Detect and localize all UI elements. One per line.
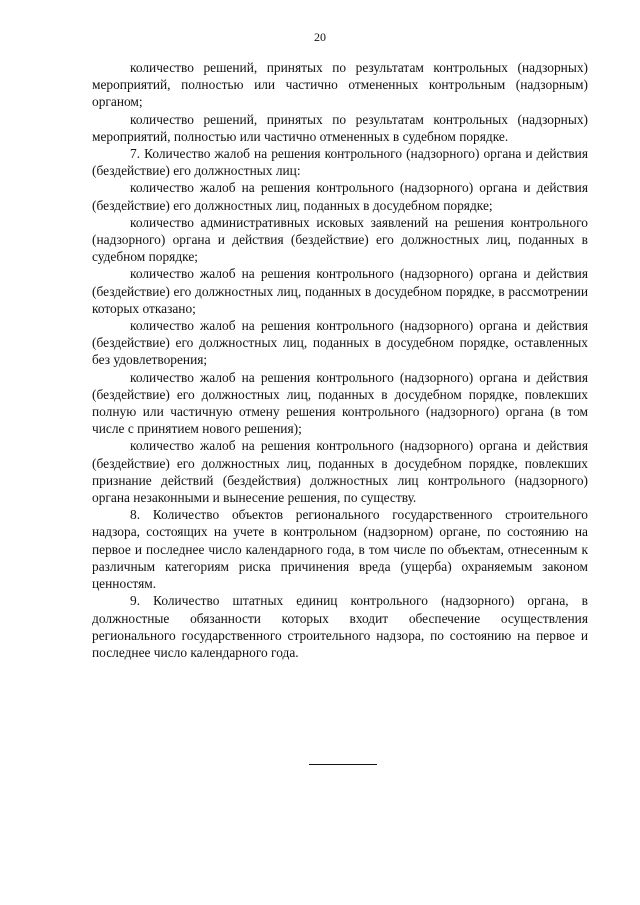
paragraph-decisions-cancelled-by-court: количество решений, принятых по результатам контрольных (надзорных) мероприятий, полностью или частично отмененных в судебном порядке.: [92, 111, 588, 144]
paragraph-item-9-staff-units: 9. Количество штатных единиц контрольного (надзорного) органа, в должностные обязанности которых входит обеспечение осуществления регионального государственного строительного надзора, по состоянию на первое и последнее число календарного года.: [92, 593, 588, 660]
paragraph-administrative-claims: количество административных исковых заявлений на решения контрольного (надзорного) органа и действия (бездействие) его должностных лиц, поданных в судебном порядке;: [92, 214, 588, 265]
page-number: 20: [314, 30, 326, 44]
document-body: [92, 59, 588, 661]
paragraph-complaints-refused: количество жалоб на решения контрольного (надзорного) органа и действия (бездействие) его должностных лиц, поданных в досудебном порядке, в рассмотрении которых отказано;: [92, 266, 588, 316]
paragraph-complaints-pretrial: количество жалоб на решения контрольного (надзорного) органа и действия (бездействие) его должностных лиц, поданных в досудебном порядке;: [92, 180, 588, 213]
paragraph-item-7-complaints: 7. Количество жалоб на решения контрольного (надзорного) органа и действия (бездействие) его должностных лиц:: [92, 146, 588, 179]
paragraph-item-8-objects: 8. Количество объектов регионального государственного строительного надзора, состоящих на учете в контрольном (надзорном) органе, по состоянию на первое и последнее число календарного года, в том числе по объектам, отнесенным к различным категориям риска причинения вреда (ущерба) охраняемым законом ценностям.: [92, 507, 588, 592]
paragraph-complaints-decision-cancelled: количество жалоб на решения контрольного (надзорного) органа и действия (бездействие) его должностных лиц, поданных в досудебном порядке, повлекших полную или частичную отмену решения контрольного (надзорного) органа (в том числе с принятием нового решения);: [92, 369, 588, 437]
paragraph-complaints-actions-unlawful: количество жалоб на решения контрольного (надзорного) органа и действия (бездействие) его должностных лиц, поданных в досудебном порядке, повлекших признание действий (бездействия) должностных лиц контрольного (надзорного) органа незаконными и вынесение решения, по существу.: [92, 438, 588, 506]
paragraph-complaints-unsatisfied: количество жалоб на решения контрольного (надзорного) органа и действия (бездействие) его должностных лиц, поданных в досудебном порядке, оставленных без удовлетворения;: [92, 318, 588, 368]
end-of-document-rule: [309, 764, 377, 765]
paragraph-decisions-cancelled-by-authority: количество решений, принятых по результатам контрольных (надзорных) мероприятий, полностью или частично отмененных контрольным (надзорным) органом;: [92, 60, 588, 110]
